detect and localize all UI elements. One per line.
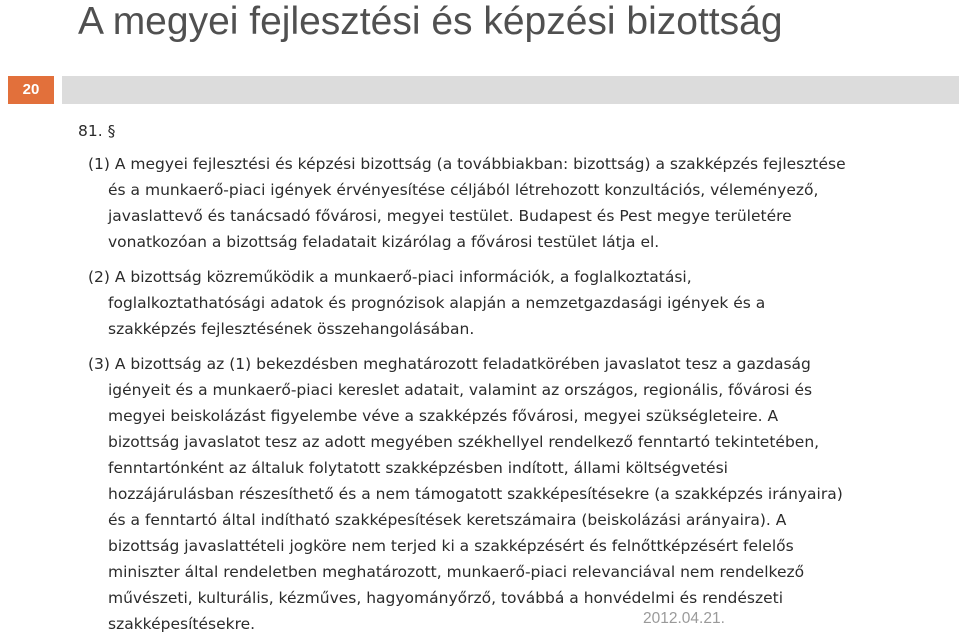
paragraph-line: megyei beiskolázást figyelembe véve a szakképzés fővárosi, megyei szükségleteire. A xyxy=(108,407,779,425)
slide-date: 2012.04.21. xyxy=(643,610,725,627)
paragraph-line: miniszter által rendeletben meghatározott, munkaerő-piaci relevanciával nem rendelkező xyxy=(108,563,805,581)
paragraph-line: hozzájárulásban részesíthető és a nem támogatott szakképesítésekre (a szakképzés irányaira) xyxy=(108,485,843,503)
paragraph-line: javaslattevő és tanácsadó fővárosi, megyei testület. Budapest és Pest megye területére xyxy=(108,207,792,225)
paragraph-line: szakképesítésekre. xyxy=(108,615,256,633)
paragraph-1 xyxy=(88,151,958,255)
paragraph-line: szakképzés fejlesztésének összehangolásában. xyxy=(108,320,475,338)
slide-title: A megyei fejlesztési és képzési bizottság xyxy=(78,0,783,43)
paragraph-line: (2) A bizottság közreműködik a munkaerő-piaci információk, a foglalkoztatási, xyxy=(88,268,692,286)
paragraph-line: és a fenntartó által indítható szakképesítések keretszámaira (beiskolázási arányaira). A xyxy=(108,511,787,529)
paragraph-line: bizottság javaslattételi jogköre nem terjed ki a szakképzésért és felnőttképzésért felelős xyxy=(108,537,794,555)
paragraph-2 xyxy=(88,264,958,342)
paragraph-3 xyxy=(88,351,958,637)
paragraph-line: foglalkoztathatósági adatok és prognózisok alapján a nemzetgazdasági igények és a xyxy=(108,294,766,312)
section-heading: 81. § xyxy=(78,122,116,140)
paragraph-line: és a munkaerő-piaci igények érvényesítése céljából létrehozott konzultációs, véleményező, xyxy=(108,181,819,199)
paragraph-line: (1) A megyei fejlesztési és képzési bizottság (a továbbiakban: bizottság) a szakképzés fejlesztése xyxy=(88,155,846,173)
paragraph-line: (3) A bizottság az (1) bekezdésben meghatározott feladatkörében javaslatot tesz a gazdaság xyxy=(88,355,811,373)
paragraph-line: bizottság javaslatot tesz az adott megyében székhellyel rendelkező fenntartó tekintetében, xyxy=(108,433,820,451)
header-bar xyxy=(62,76,959,104)
paragraph-line: vonatkozóan a bizottság feladatait kizárólag a fővárosi testület látja el. xyxy=(108,233,660,251)
paragraph-line: fenntartónként az általuk folytatott szakképzésben indított, állami költségvetési xyxy=(108,459,728,477)
paragraph-line: művészeti, kulturális, kézműves, hagyományőrző, továbbá a honvédelmi és rendészeti xyxy=(108,589,784,607)
slide-number-badge: 20 xyxy=(8,76,54,104)
paragraph-line: igényeit és a munkaerő-piaci kereslet adatait, valamint az országos, regionális, fővárosi és xyxy=(108,381,813,399)
